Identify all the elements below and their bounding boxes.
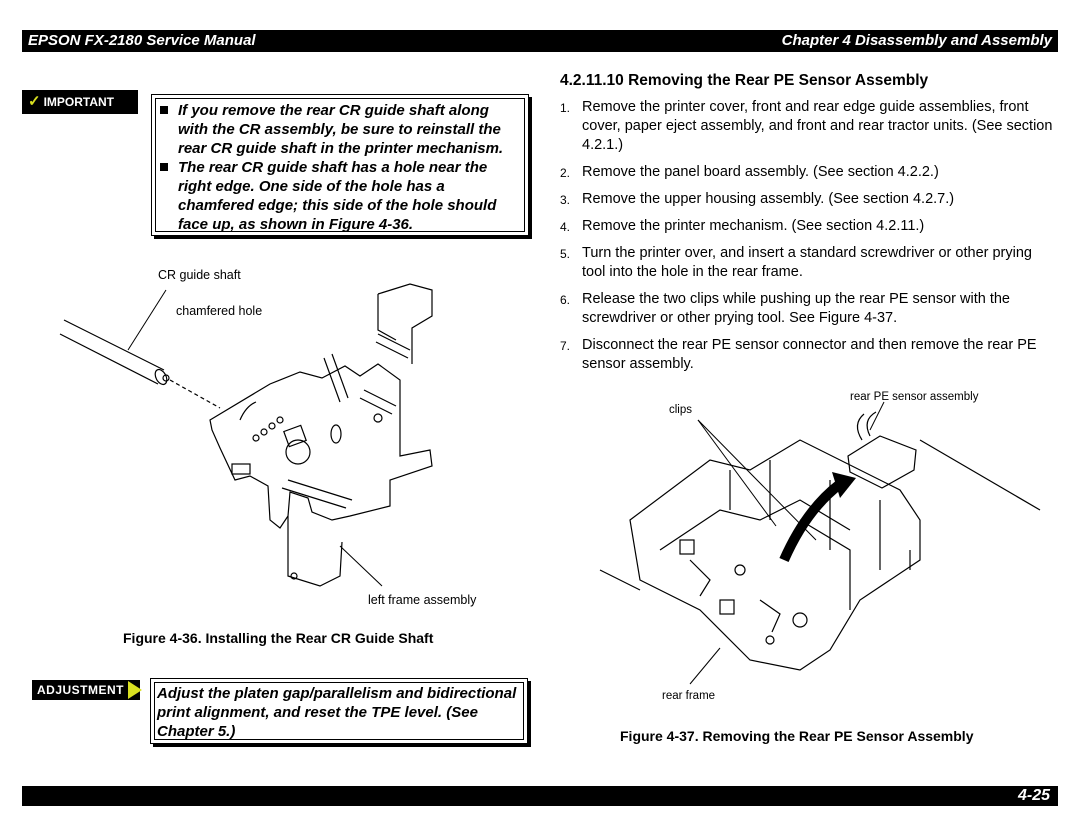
step-text: Remove the printer cover, front and rear edge guide assemblies, front cover, paper eject assembly, and front and rear tractor units. (See section 4.2.1.)	[582, 99, 1053, 153]
step-number: 4.	[560, 220, 571, 234]
left-frame-assembly-drawing	[210, 284, 432, 586]
procedure-step	[560, 244, 1056, 282]
important-bullet-text: The rear CR guide shaft has a hole near the right edge. One side of the hole has a chamfered edge; this side of the hole should face up, as shown in Figure 4-36.	[178, 159, 497, 233]
step-number: 1.	[560, 101, 571, 115]
step-text: Release the two clips while pushing up the rear PE sensor with the screwdriver or other prying tool. See Figure 4-37.	[582, 291, 1010, 326]
rear-frame-drawing	[600, 440, 1040, 670]
adjustment-badge-label: ADJUSTMENT	[37, 683, 125, 697]
step-text: Remove the printer mechanism. (See section 4.2.11.)	[582, 218, 925, 234]
figure-4-37-caption: Figure 4-37. Removing the Rear PE Sensor Assembly	[620, 728, 974, 744]
important-bullet-text: If you remove the rear CR guide shaft along with the CR assembly, be sure to reinstall the rear CR guide shaft in the printer mechanism.	[178, 102, 504, 157]
section-title: 4.2.11.10 Removing the Rear PE Sensor Assembly	[560, 72, 929, 89]
cr-guide-shaft-label: CR guide shaft	[158, 268, 241, 282]
figure-4-37-illustration	[600, 400, 1060, 700]
left-frame-assembly-label: left frame assembly	[368, 593, 477, 607]
step-text: Disconnect the rear PE sensor connector and then remove the rear PE sensor assembly.	[582, 337, 1037, 372]
procedure-step	[560, 98, 1056, 155]
procedure-steps	[560, 98, 1056, 382]
important-bullet	[160, 158, 522, 234]
clips-label: clips	[669, 404, 693, 416]
procedure-step	[560, 290, 1056, 328]
figure-4-36-caption: Figure 4-36. Installing the Rear CR Guide Shaft	[123, 630, 434, 646]
rear-pe-sensor-assembly-label: rear PE sensor assembly	[850, 391, 979, 403]
chamfered-hole-label: chamfered hole	[176, 304, 263, 318]
cr-guide-shaft-leader	[128, 290, 166, 350]
rear-pe-sensor-assembly-drawing	[848, 412, 916, 488]
push-up-arrow-icon	[784, 484, 840, 560]
step-text: Remove the panel board assembly. (See section 4.2.2.)	[582, 164, 939, 180]
important-badge	[22, 90, 138, 114]
step-number: 3.	[560, 193, 571, 207]
step-number: 6.	[560, 293, 571, 307]
step-text: Turn the printer over, and insert a standard screwdriver or other prying tool into the hole in the rear frame.	[582, 245, 1032, 280]
adjustment-badge	[32, 680, 140, 700]
arrow-right-icon	[128, 681, 142, 699]
important-badge-label: IMPORTANT	[43, 95, 115, 109]
adjustment-note	[150, 678, 528, 744]
step-number: 7.	[560, 339, 571, 353]
procedure-step	[560, 163, 1056, 182]
left-frame-assembly-leader	[340, 546, 382, 586]
square-bullet-icon	[160, 106, 168, 114]
step-number: 2.	[560, 166, 571, 180]
procedure-step	[560, 190, 1056, 209]
page-number: 4-25	[1017, 787, 1050, 804]
procedure-step	[560, 336, 1056, 374]
adjustment-text: Adjust the platen gap/parallelism and bidirectional print alignment, and reset the TPE level. (See Chapter 5.)	[157, 685, 517, 740]
manual-title: EPSON FX-2180 Service Manual	[28, 32, 256, 49]
important-bullet	[160, 101, 522, 158]
important-note	[151, 94, 529, 236]
square-bullet-icon	[160, 163, 168, 171]
rear-frame-label: rear frame	[662, 690, 716, 702]
checkmark-icon: ✓	[28, 93, 41, 110]
important-bullet-list	[160, 101, 522, 234]
figure-4-36-illustration	[60, 280, 490, 600]
page-header	[22, 30, 1058, 52]
chapter-title: Chapter 4 Disassembly and Assembly	[781, 32, 1052, 49]
step-text: Remove the upper housing assembly. (See section 4.2.7.)	[582, 191, 955, 207]
procedure-step	[560, 217, 1056, 236]
cr-guide-shaft-drawing	[60, 320, 220, 408]
page-footer	[22, 786, 1058, 806]
step-number: 5.	[560, 247, 571, 261]
